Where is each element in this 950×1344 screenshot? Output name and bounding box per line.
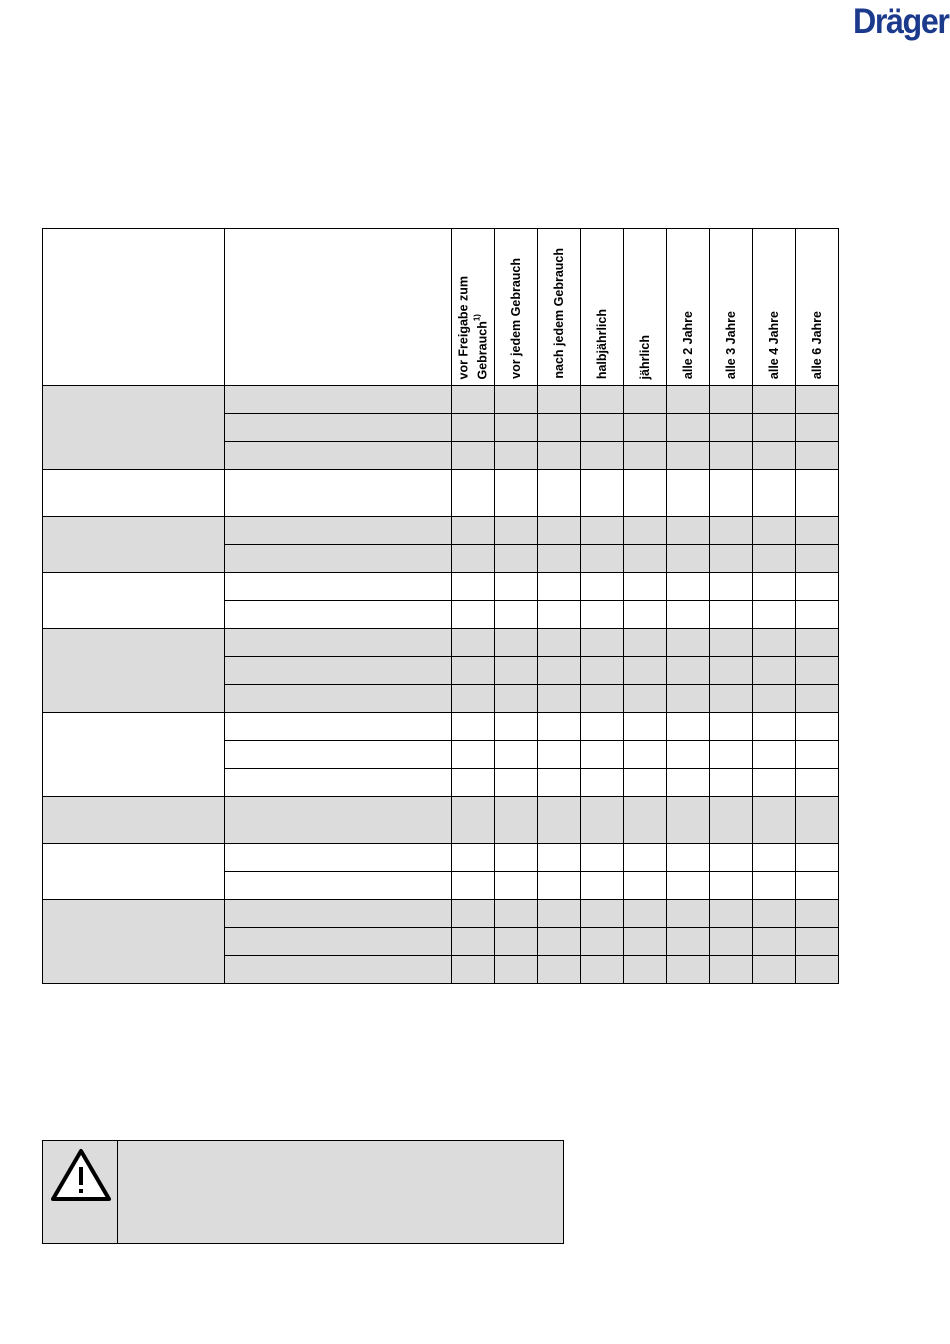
header-task — [225, 229, 452, 386]
table-cell — [538, 928, 581, 956]
table-cell — [225, 769, 452, 797]
table-cell — [667, 844, 710, 872]
table-cell — [667, 442, 710, 470]
table-cell — [753, 657, 796, 685]
table-cell — [495, 573, 538, 601]
table-cell — [710, 769, 753, 797]
table-row — [43, 629, 839, 657]
table-cell — [495, 657, 538, 685]
table-cell — [624, 414, 667, 442]
table-cell — [710, 900, 753, 928]
table-cell — [225, 386, 452, 414]
table-row — [43, 517, 839, 545]
table-cell — [796, 517, 839, 545]
table-cell — [753, 900, 796, 928]
table-cell — [538, 741, 581, 769]
table-cell — [538, 713, 581, 741]
table-cell — [667, 414, 710, 442]
header-row — [43, 229, 839, 386]
table-cell — [710, 741, 753, 769]
table-cell — [753, 629, 796, 657]
table-cell — [225, 872, 452, 900]
header-col-8: alle 4 Jahre — [753, 229, 796, 386]
table-cell — [581, 386, 624, 414]
table-cell — [753, 414, 796, 442]
table-cell — [225, 629, 452, 657]
table-cell — [710, 685, 753, 713]
table-cell — [225, 442, 452, 470]
table-row — [43, 797, 839, 844]
table-cell — [581, 797, 624, 844]
table-cell — [796, 769, 839, 797]
table-cell — [710, 797, 753, 844]
header-col-4: halbjährlich — [581, 229, 624, 386]
table-cell — [753, 769, 796, 797]
table-cell — [495, 872, 538, 900]
table-cell — [710, 872, 753, 900]
table-row — [43, 844, 839, 872]
table-cell — [538, 442, 581, 470]
table-cell — [538, 797, 581, 844]
table-cell — [538, 573, 581, 601]
table-cell — [538, 956, 581, 984]
table-cell — [796, 797, 839, 844]
table-cell — [753, 956, 796, 984]
table-cell — [796, 872, 839, 900]
table-cell — [667, 928, 710, 956]
table-cell — [452, 769, 495, 797]
component-cell — [43, 470, 225, 517]
table-cell — [667, 900, 710, 928]
table-cell — [225, 844, 452, 872]
table-cell — [581, 900, 624, 928]
table-cell — [452, 517, 495, 545]
table-cell — [710, 386, 753, 414]
table-cell — [495, 713, 538, 741]
table-cell — [452, 741, 495, 769]
table-cell — [710, 470, 753, 517]
table-cell — [796, 442, 839, 470]
header-col-5: jährlich — [624, 229, 667, 386]
maintenance-interval-table — [42, 228, 839, 984]
table-cell — [667, 956, 710, 984]
table-cell — [495, 956, 538, 984]
warning-triangle-icon — [49, 1147, 113, 1203]
table-cell — [667, 797, 710, 844]
table-cell — [667, 685, 710, 713]
table-cell — [538, 517, 581, 545]
header-col-7: alle 3 Jahre — [710, 229, 753, 386]
table-cell — [581, 414, 624, 442]
table-cell — [225, 657, 452, 685]
table-cell — [581, 573, 624, 601]
table-cell — [495, 545, 538, 573]
table-cell — [225, 741, 452, 769]
table-cell — [581, 517, 624, 545]
table-cell — [581, 769, 624, 797]
table-cell — [538, 601, 581, 629]
table-cell — [495, 386, 538, 414]
table-cell — [624, 872, 667, 900]
component-cell — [43, 713, 225, 797]
table-cell — [667, 573, 710, 601]
table-cell — [452, 414, 495, 442]
table-cell — [495, 685, 538, 713]
table-cell — [495, 741, 538, 769]
table-cell — [624, 769, 667, 797]
table-cell — [225, 713, 452, 741]
table-cell — [796, 386, 839, 414]
table-cell — [796, 844, 839, 872]
table-cell — [624, 601, 667, 629]
table-cell — [581, 442, 624, 470]
table-cell — [495, 797, 538, 844]
table-cell — [753, 844, 796, 872]
table-cell — [710, 713, 753, 741]
table-cell — [538, 769, 581, 797]
table-cell — [796, 414, 839, 442]
table-cell — [225, 545, 452, 573]
table-cell — [581, 928, 624, 956]
table-cell — [581, 741, 624, 769]
table-cell — [495, 900, 538, 928]
table-cell — [495, 517, 538, 545]
header-col-1: vor Freigabe zum Gebrauch$^{1)}$ — [452, 229, 495, 386]
table-cell — [624, 928, 667, 956]
table-cell — [753, 685, 796, 713]
header-col-3: nach jedem Gebrauch — [538, 229, 581, 386]
table-cell — [796, 685, 839, 713]
table-cell — [667, 872, 710, 900]
table-cell — [495, 844, 538, 872]
table-cell — [753, 928, 796, 956]
table-cell — [452, 657, 495, 685]
table-cell — [495, 470, 538, 517]
table-cell — [624, 573, 667, 601]
table-cell — [796, 713, 839, 741]
table-cell — [624, 713, 667, 741]
table-cell — [452, 956, 495, 984]
table-cell — [796, 741, 839, 769]
table-cell — [624, 685, 667, 713]
table-cell — [710, 601, 753, 629]
table-cell — [581, 601, 624, 629]
table-cell — [538, 657, 581, 685]
component-cell — [43, 844, 225, 900]
table-cell — [624, 741, 667, 769]
table-cell — [581, 470, 624, 517]
table-cell — [538, 844, 581, 872]
table-cell — [753, 797, 796, 844]
table-cell — [710, 844, 753, 872]
table-cell — [452, 844, 495, 872]
table-cell — [225, 685, 452, 713]
table-cell — [225, 928, 452, 956]
warning-icon-cell — [43, 1141, 118, 1243]
table-cell — [624, 657, 667, 685]
component-cell — [43, 797, 225, 844]
table-cell — [710, 629, 753, 657]
header-col-2: vor jedem Gebrauch — [495, 229, 538, 386]
table-cell — [495, 928, 538, 956]
table-cell — [624, 956, 667, 984]
table-cell — [796, 573, 839, 601]
table-cell — [225, 797, 452, 844]
table-cell — [667, 470, 710, 517]
table-cell — [624, 386, 667, 414]
table-cell — [796, 657, 839, 685]
table-cell — [225, 601, 452, 629]
table-cell — [624, 900, 667, 928]
table-cell — [753, 573, 796, 601]
table-cell — [452, 601, 495, 629]
table-cell — [225, 414, 452, 442]
table-cell — [624, 470, 667, 517]
table-cell — [452, 900, 495, 928]
table-cell — [667, 741, 710, 769]
table-cell — [225, 573, 452, 601]
table-cell — [796, 956, 839, 984]
table-cell — [710, 573, 753, 601]
table-cell — [495, 769, 538, 797]
table-cell — [753, 442, 796, 470]
table-cell — [452, 797, 495, 844]
table-cell — [667, 545, 710, 573]
table-cell — [581, 956, 624, 984]
table-cell — [624, 844, 667, 872]
table-cell — [753, 872, 796, 900]
table-cell — [452, 573, 495, 601]
table-cell — [581, 545, 624, 573]
table-cell — [753, 545, 796, 573]
table-cell — [495, 629, 538, 657]
table-cell — [796, 601, 839, 629]
table-cell — [753, 386, 796, 414]
table-cell — [452, 545, 495, 573]
table-cell — [225, 470, 452, 517]
table-cell — [710, 442, 753, 470]
table-cell — [796, 545, 839, 573]
table-cell — [452, 685, 495, 713]
table-cell — [581, 713, 624, 741]
table-cell — [796, 470, 839, 517]
table-cell — [753, 741, 796, 769]
component-cell — [43, 900, 225, 984]
table-cell — [452, 629, 495, 657]
table-cell — [667, 386, 710, 414]
component-cell — [43, 517, 225, 573]
table-cell — [538, 545, 581, 573]
table-row — [43, 573, 839, 601]
table-cell — [710, 517, 753, 545]
table-cell — [667, 629, 710, 657]
table-cell — [624, 797, 667, 844]
table-cell — [624, 442, 667, 470]
table-cell — [753, 713, 796, 741]
table-cell — [710, 414, 753, 442]
table-cell — [538, 386, 581, 414]
table-cell — [710, 928, 753, 956]
table-cell — [538, 900, 581, 928]
table-cell — [225, 517, 452, 545]
table-row — [43, 386, 839, 414]
table-cell — [753, 470, 796, 517]
table-row — [43, 470, 839, 517]
table-cell — [667, 769, 710, 797]
table-cell — [452, 928, 495, 956]
table-cell — [753, 601, 796, 629]
table-cell — [581, 685, 624, 713]
component-cell — [43, 386, 225, 470]
table-row — [43, 900, 839, 928]
table-cell — [225, 956, 452, 984]
table-cell — [538, 470, 581, 517]
warning-box — [42, 1140, 564, 1244]
table-cell — [452, 386, 495, 414]
table-cell — [581, 844, 624, 872]
table-cell — [667, 601, 710, 629]
draeger-logo: Dräger — [853, 2, 949, 41]
table-cell — [452, 872, 495, 900]
table-cell — [710, 657, 753, 685]
table-cell — [538, 872, 581, 900]
table-cell — [624, 517, 667, 545]
table-cell — [452, 442, 495, 470]
component-cell — [43, 629, 225, 713]
table-cell — [624, 545, 667, 573]
table-row — [43, 713, 839, 741]
table-cell — [452, 470, 495, 517]
table-cell — [538, 414, 581, 442]
table-cell — [495, 414, 538, 442]
header-component — [43, 229, 225, 386]
table-cell — [624, 629, 667, 657]
table-cell — [667, 517, 710, 545]
table-cell — [796, 629, 839, 657]
table-cell — [667, 713, 710, 741]
table-cell — [667, 657, 710, 685]
table-cell — [225, 900, 452, 928]
table-cell — [710, 956, 753, 984]
table-cell — [581, 629, 624, 657]
header-col-9: alle 6 Jahre — [796, 229, 839, 386]
header-col-6: alle 2 Jahre — [667, 229, 710, 386]
table-cell — [796, 900, 839, 928]
table-cell — [710, 545, 753, 573]
table-cell — [753, 517, 796, 545]
table-cell — [796, 928, 839, 956]
table-cell — [581, 657, 624, 685]
component-cell — [43, 573, 225, 629]
table-cell — [495, 442, 538, 470]
table-cell — [538, 629, 581, 657]
table-cell — [495, 601, 538, 629]
table-cell — [581, 872, 624, 900]
table-cell — [538, 685, 581, 713]
table-cell — [452, 713, 495, 741]
